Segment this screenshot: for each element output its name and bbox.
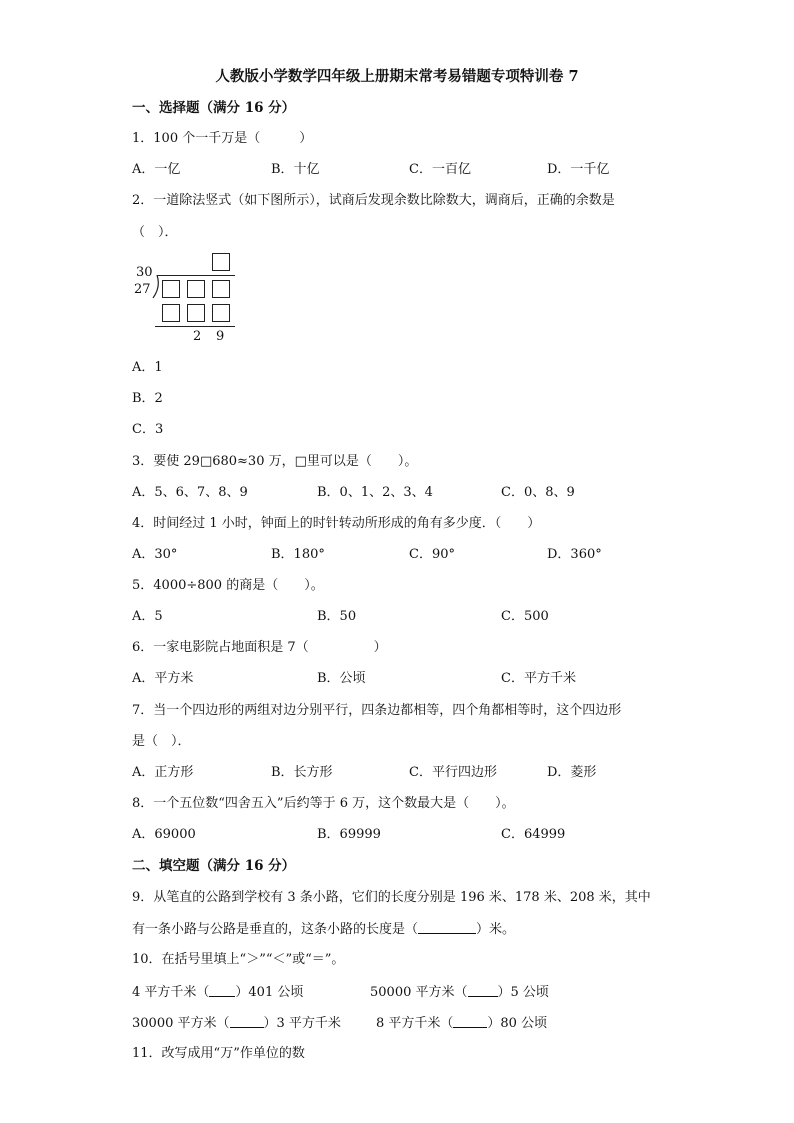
q1-option-b: B．十亿: [271, 162, 320, 177]
q4-option-c: C．90°: [409, 547, 455, 562]
q10-item-3-blank[interactable]: [230, 1015, 264, 1028]
dividend-box-1: [162, 280, 180, 298]
q5-option-b: B．50: [317, 609, 357, 624]
q1-option-d: D．一千亿: [547, 162, 610, 177]
q10-item-1-blank[interactable]: [209, 984, 235, 997]
remainder-digit-1: 2: [193, 329, 202, 344]
q1-option-a: A．一亿: [132, 162, 181, 177]
q10-item-4-blank[interactable]: [453, 1015, 487, 1028]
question-6-stem: 6．一家电影院占地面积是 7（ ）: [132, 640, 387, 655]
diagram-top-number: 30: [136, 265, 153, 280]
q8-option-b: B．69999: [317, 827, 381, 842]
q9-line2-post: ）米。: [476, 922, 516, 937]
dividend-box-2: [187, 280, 205, 298]
division-bar: [157, 275, 235, 276]
question-1-stem: 1．100 个一千万是（ ）: [132, 131, 313, 146]
q6-option-b: B．公顷: [317, 671, 366, 686]
question-4-stem: 4．时间经过 1 小时，钟面上的时针转动所形成的角有多少度．（ ）: [132, 516, 541, 531]
page-title: 人教版小学数学四年级上册期末常考易错题专项特训卷 7: [215, 68, 579, 85]
diagram-divisor: 27: [134, 282, 151, 297]
q8-option-c: C．64999: [501, 827, 566, 842]
product-box-1: [162, 304, 180, 322]
question-7-stem-line1: 7．当一个四边形的两组对边分别平行，四条边都相等，四个角都相等时，这个四边形: [132, 703, 622, 718]
product-box-2: [187, 304, 205, 322]
q10-item-4: 8 平方千米（ ）80 公顷: [376, 1016, 548, 1031]
q10-item-3: 30000 平方米（ ）3 平方千米: [132, 1016, 341, 1031]
q7-option-b: B．长方形: [271, 765, 333, 780]
q7-option-d: D．菱形: [547, 765, 597, 780]
question-9-line1: 9．从笔直的公路到学校有 3 条小路，它们的长度分别是 196 米、178 米、208 米，其中: [132, 890, 651, 905]
q2-option-a: A．1: [132, 360, 163, 375]
remainder-digit-2: 9: [216, 329, 225, 344]
q4-option-a: A．30°: [132, 547, 178, 562]
question-2-stem-line2: （ ）．: [132, 225, 178, 240]
q7-option-a: A．正方形: [132, 765, 194, 780]
question-2-stem-line1: 2．一道除法竖式（如下图所示），试商后发现余数比除数大，调商后，正确的余数是: [132, 193, 615, 208]
q6-option-c: C．平方千米: [501, 671, 576, 686]
question-3-stem: 3．要使 29□680≈30 万，□里可以是（ ）。: [132, 454, 418, 469]
quotient-box: [212, 253, 230, 271]
question-10-stem: 10．在括号里填上“＞”“＜”或“＝”。: [132, 952, 345, 967]
section-heading-fill: 二、填空题（满分 16 分）: [132, 858, 296, 874]
q5-option-a: A．5: [132, 609, 163, 624]
q2-option-b: B．2: [132, 391, 163, 406]
q4-option-d: D．360°: [547, 547, 602, 562]
q10-item-1: 4 平方千米（ ）401 公顷: [132, 985, 304, 1000]
dividend-box-3: [212, 280, 230, 298]
question-11-stem: 11．改写成用“万”作单位的数: [132, 1046, 305, 1061]
q1-option-c: C．一百亿: [409, 162, 471, 177]
q9-line2-pre: 有一条小路与公路是垂直的，这条小路的长度是（: [132, 922, 419, 937]
q9-answer-blank[interactable]: [418, 921, 476, 934]
subtraction-line: [155, 326, 235, 327]
question-7-stem-line2: 是（ ）．: [132, 734, 191, 749]
question-8-stem: 8．一个五位数“四舍五入”后约等于 6 万，这个数最大是（ ）。: [132, 796, 515, 811]
section-heading-choice: 一、选择题（满分 16 分）: [132, 100, 296, 116]
q7-option-c: C．平行四边形: [409, 765, 497, 780]
q8-option-a: A．69000: [132, 827, 196, 842]
q2-option-c: C．3: [132, 422, 164, 437]
q3-option-c: C．0、8、9: [501, 485, 575, 500]
product-box-3: [212, 304, 230, 322]
q10-item-2-blank[interactable]: [468, 984, 498, 997]
q3-option-a: A．5、6、7、8、9: [132, 485, 248, 500]
q4-option-b: B．180°: [271, 547, 325, 562]
q10-item-2: 50000 平方米（ ）5 公顷: [370, 985, 549, 1000]
division-bracket: [151, 275, 161, 299]
q5-option-c: C．500: [501, 609, 549, 624]
question-5-stem: 5．4000÷800 的商是（ ）。: [132, 578, 324, 593]
question-9-line2: [132, 921, 515, 938]
q3-option-b: B．0、1、2、3、4: [317, 485, 433, 500]
q6-option-a: A．平方米: [132, 671, 194, 686]
